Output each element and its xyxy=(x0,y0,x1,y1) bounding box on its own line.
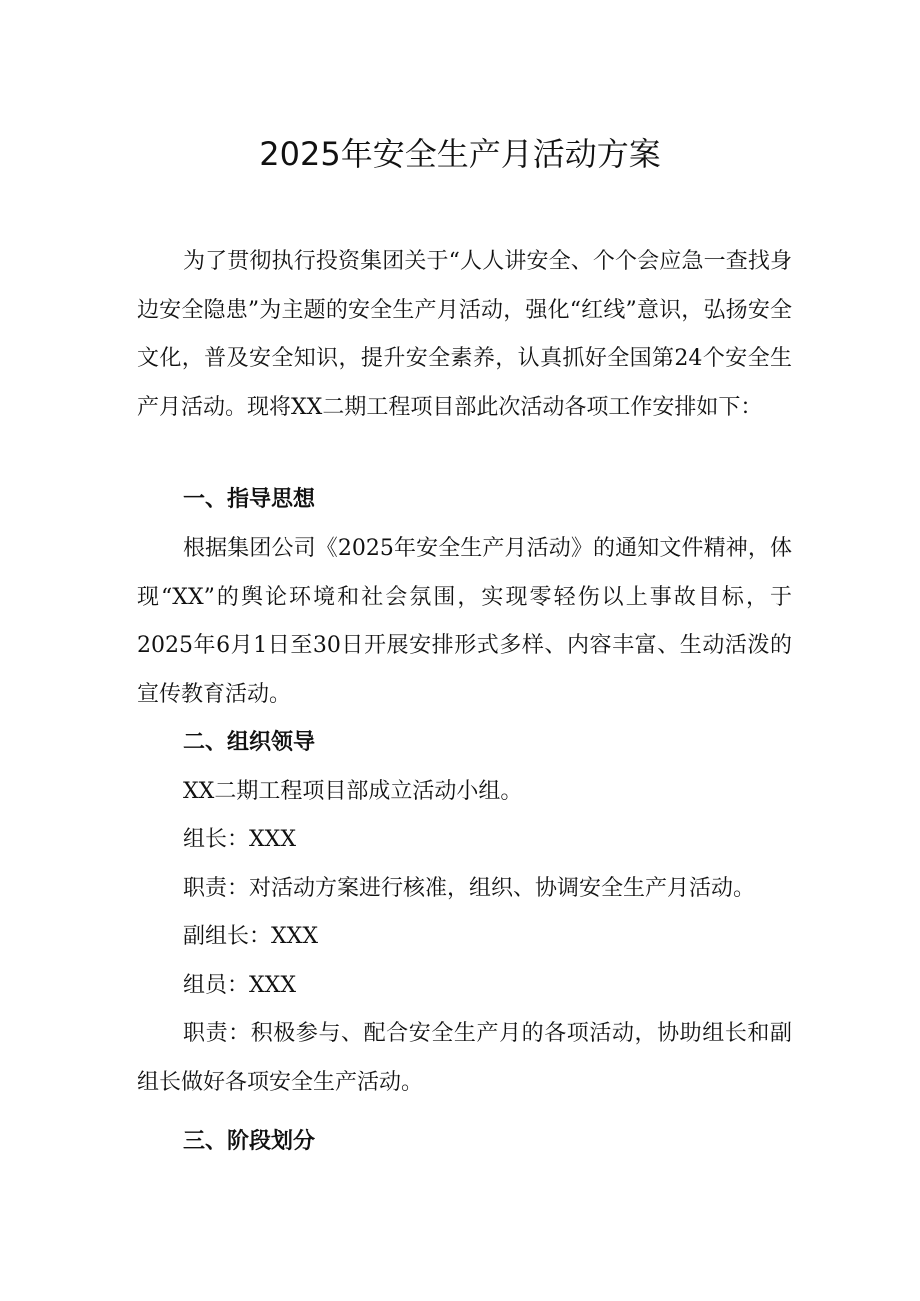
section-heading-guiding-thought: 一、指导思想 xyxy=(183,487,316,512)
member-duty-paragraph: 职责：积极参与、配合安全生产月的各项活动，协助组长和副组长做好各项安全生产活动。 xyxy=(137,1021,792,1095)
leader-line: 组长：XXX xyxy=(183,827,296,852)
section-heading-organization: 二、组织领导 xyxy=(183,730,316,755)
leader-duty-line: 职责：对活动方案进行核准，组织、协调安全生产月活动。 xyxy=(183,876,756,901)
guiding-thought-paragraph: 根据集团公司《2025年安全生产月活动》的通知文件精神，体现“XX”的舆论环境和社会氛围，实现零轻伤以上事故目标，于2025年6月1日至30日开展安排形式多样、内容丰富、生动活泼的宣传教育活动。 xyxy=(137,536,792,707)
document-title: 2025年安全生产月活动方案 xyxy=(259,135,661,173)
intro-paragraph: 为了贯彻执行投资集团关于“人人讲安全、个个会应急一查找身边安全隐患”为主题的安全生产月活动，强化“红线”意识，弘扬安全文化，普及安全知识，提升安全素养，认真抓好全国第24个安全生产月活动。现将XX二期工程项目部此次活动各项工作安排如下： xyxy=(137,249,792,420)
section-heading-phases: 三、阶段划分 xyxy=(183,1129,316,1154)
deputy-leader-line: 副组长：XXX xyxy=(183,924,318,949)
members-line: 组员：XXX xyxy=(183,973,296,998)
organization-intro-line: XX二期工程项目部成立活动小组。 xyxy=(183,779,523,804)
